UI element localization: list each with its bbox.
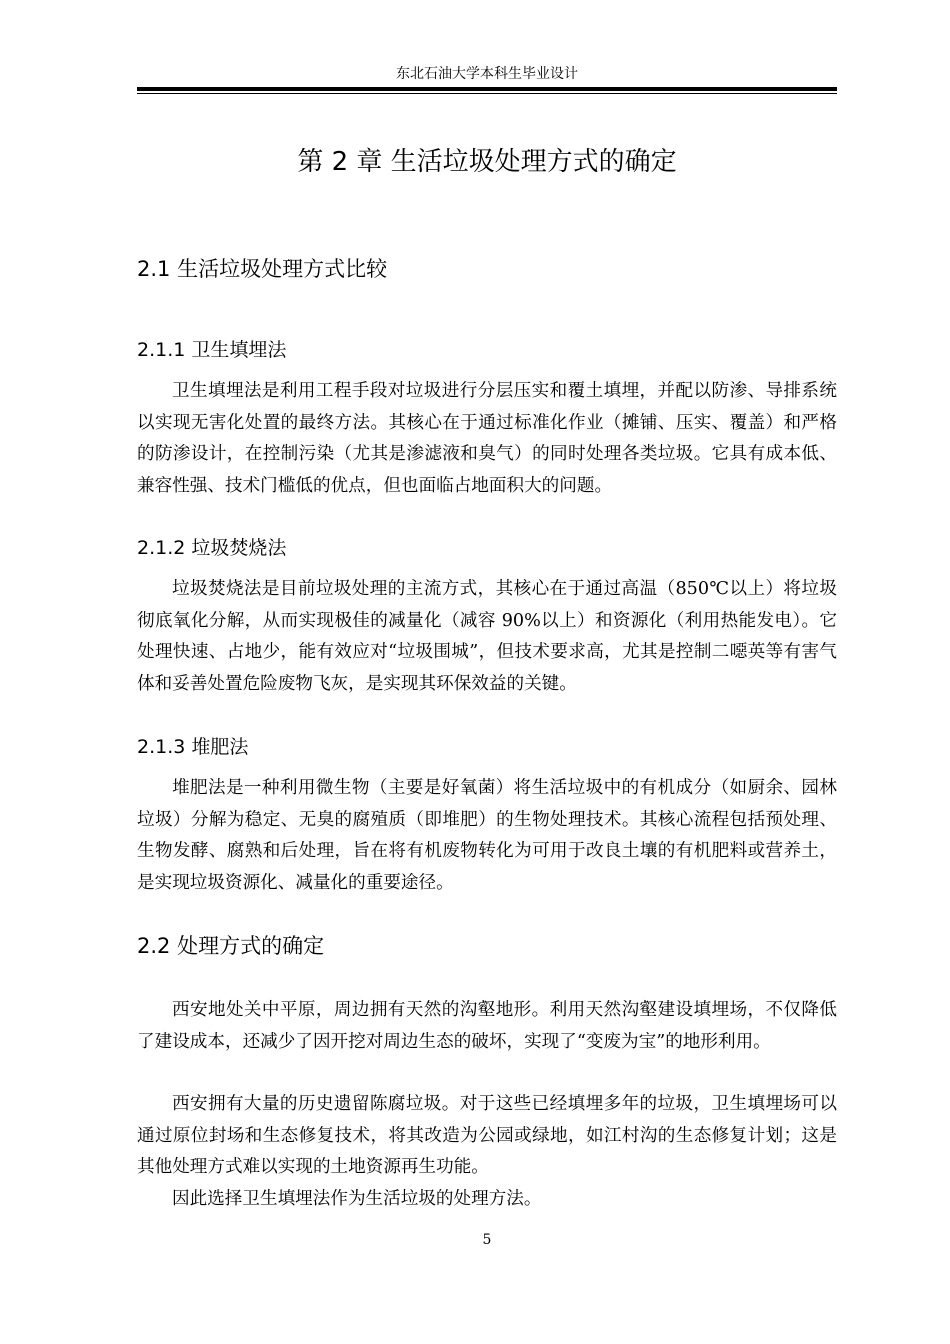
section-2-1-2-paragraph: 垃圾焚烧法是目前垃圾处理的主流方式，其核心在于通过高温（850℃以上）将垃圾彻底氧化分解，从而实现极佳的减量化（减容 90%以上）和资源化（利用热能发电）。它处理快速、占地少，能有效应对“垃圾围城”，但技术要求高，尤其是控制二噁英等有害气体和妥善处置危险废物飞灰，是实现其环保效益的关键。	[137, 579, 837, 694]
running-header: 东北石油大学本科生毕业设计	[396, 66, 578, 82]
chapter-title: 第 2 章 生活垃圾处理方式的确定	[297, 147, 677, 177]
section-2-1-3-paragraph: 堆肥法是一种利用微生物（主要是好氧菌）将生活垃圾中的有机成分（如厨余、园林垃圾）分解为稳定、无臭的腐殖质（即堆肥）的生物处理技术。其核心流程包括预处理、生物发酵、腐熟和后处理，旨在将有机废物转化为可用于改良土壤的有机肥料或营养土，是实现垃圾资源化、减量化的重要途径。	[137, 778, 837, 893]
section-2-1-1-heading: 2.1.1 卫生填埋法	[137, 339, 287, 361]
page-number: 5	[482, 1232, 492, 1248]
section-2-1-2-heading: 2.1.2 垃圾焚烧法	[137, 537, 287, 559]
header-rule-thick	[137, 87, 837, 91]
header-rule-thin	[137, 93, 837, 94]
section-2-2-paragraph-3: 因此选择卫生填埋法作为生活垃圾的处理方法。	[172, 1189, 542, 1209]
section-2-1-3-heading: 2.1.3 堆肥法	[137, 736, 249, 758]
section-2-2-paragraph-1: 西安地处关中平原，周边拥有天然的沟壑地形。利用天然沟壑建设填埋场，不仅降低了建设成本，还减少了因开挖对周边生态的破坏，实现了“变废为宝”的地形利用。	[137, 1000, 837, 1052]
section-2-2-heading: 2.2 处理方式的确定	[137, 934, 325, 958]
section-2-1-1-paragraph: 卫生填埋法是利用工程手段对垃圾进行分层压实和覆土填埋，并配以防渗、导排系统以实现无害化处置的最终方法。其核心在于通过标准化作业（摊铺、压实、覆盖）和严格的防渗设计，在控制污染（尤其是渗滤液和臭气）的同时处理各类垃圾。它具有成本低、兼容性强、技术门槛低的优点，但也面临占地面积大的问题。	[137, 381, 837, 496]
section-2-1-heading: 2.1 生活垃圾处理方式比较	[137, 257, 388, 281]
section-2-2-paragraph-2: 西安拥有大量的历史遗留陈腐垃圾。对于这些已经填埋多年的垃圾，卫生填埋场可以通过原位封场和生态修复技术，将其改造为公园或绿地，如江村沟的生态修复计划；这是其他处理方式难以实现的土地资源再生功能。	[137, 1094, 837, 1177]
